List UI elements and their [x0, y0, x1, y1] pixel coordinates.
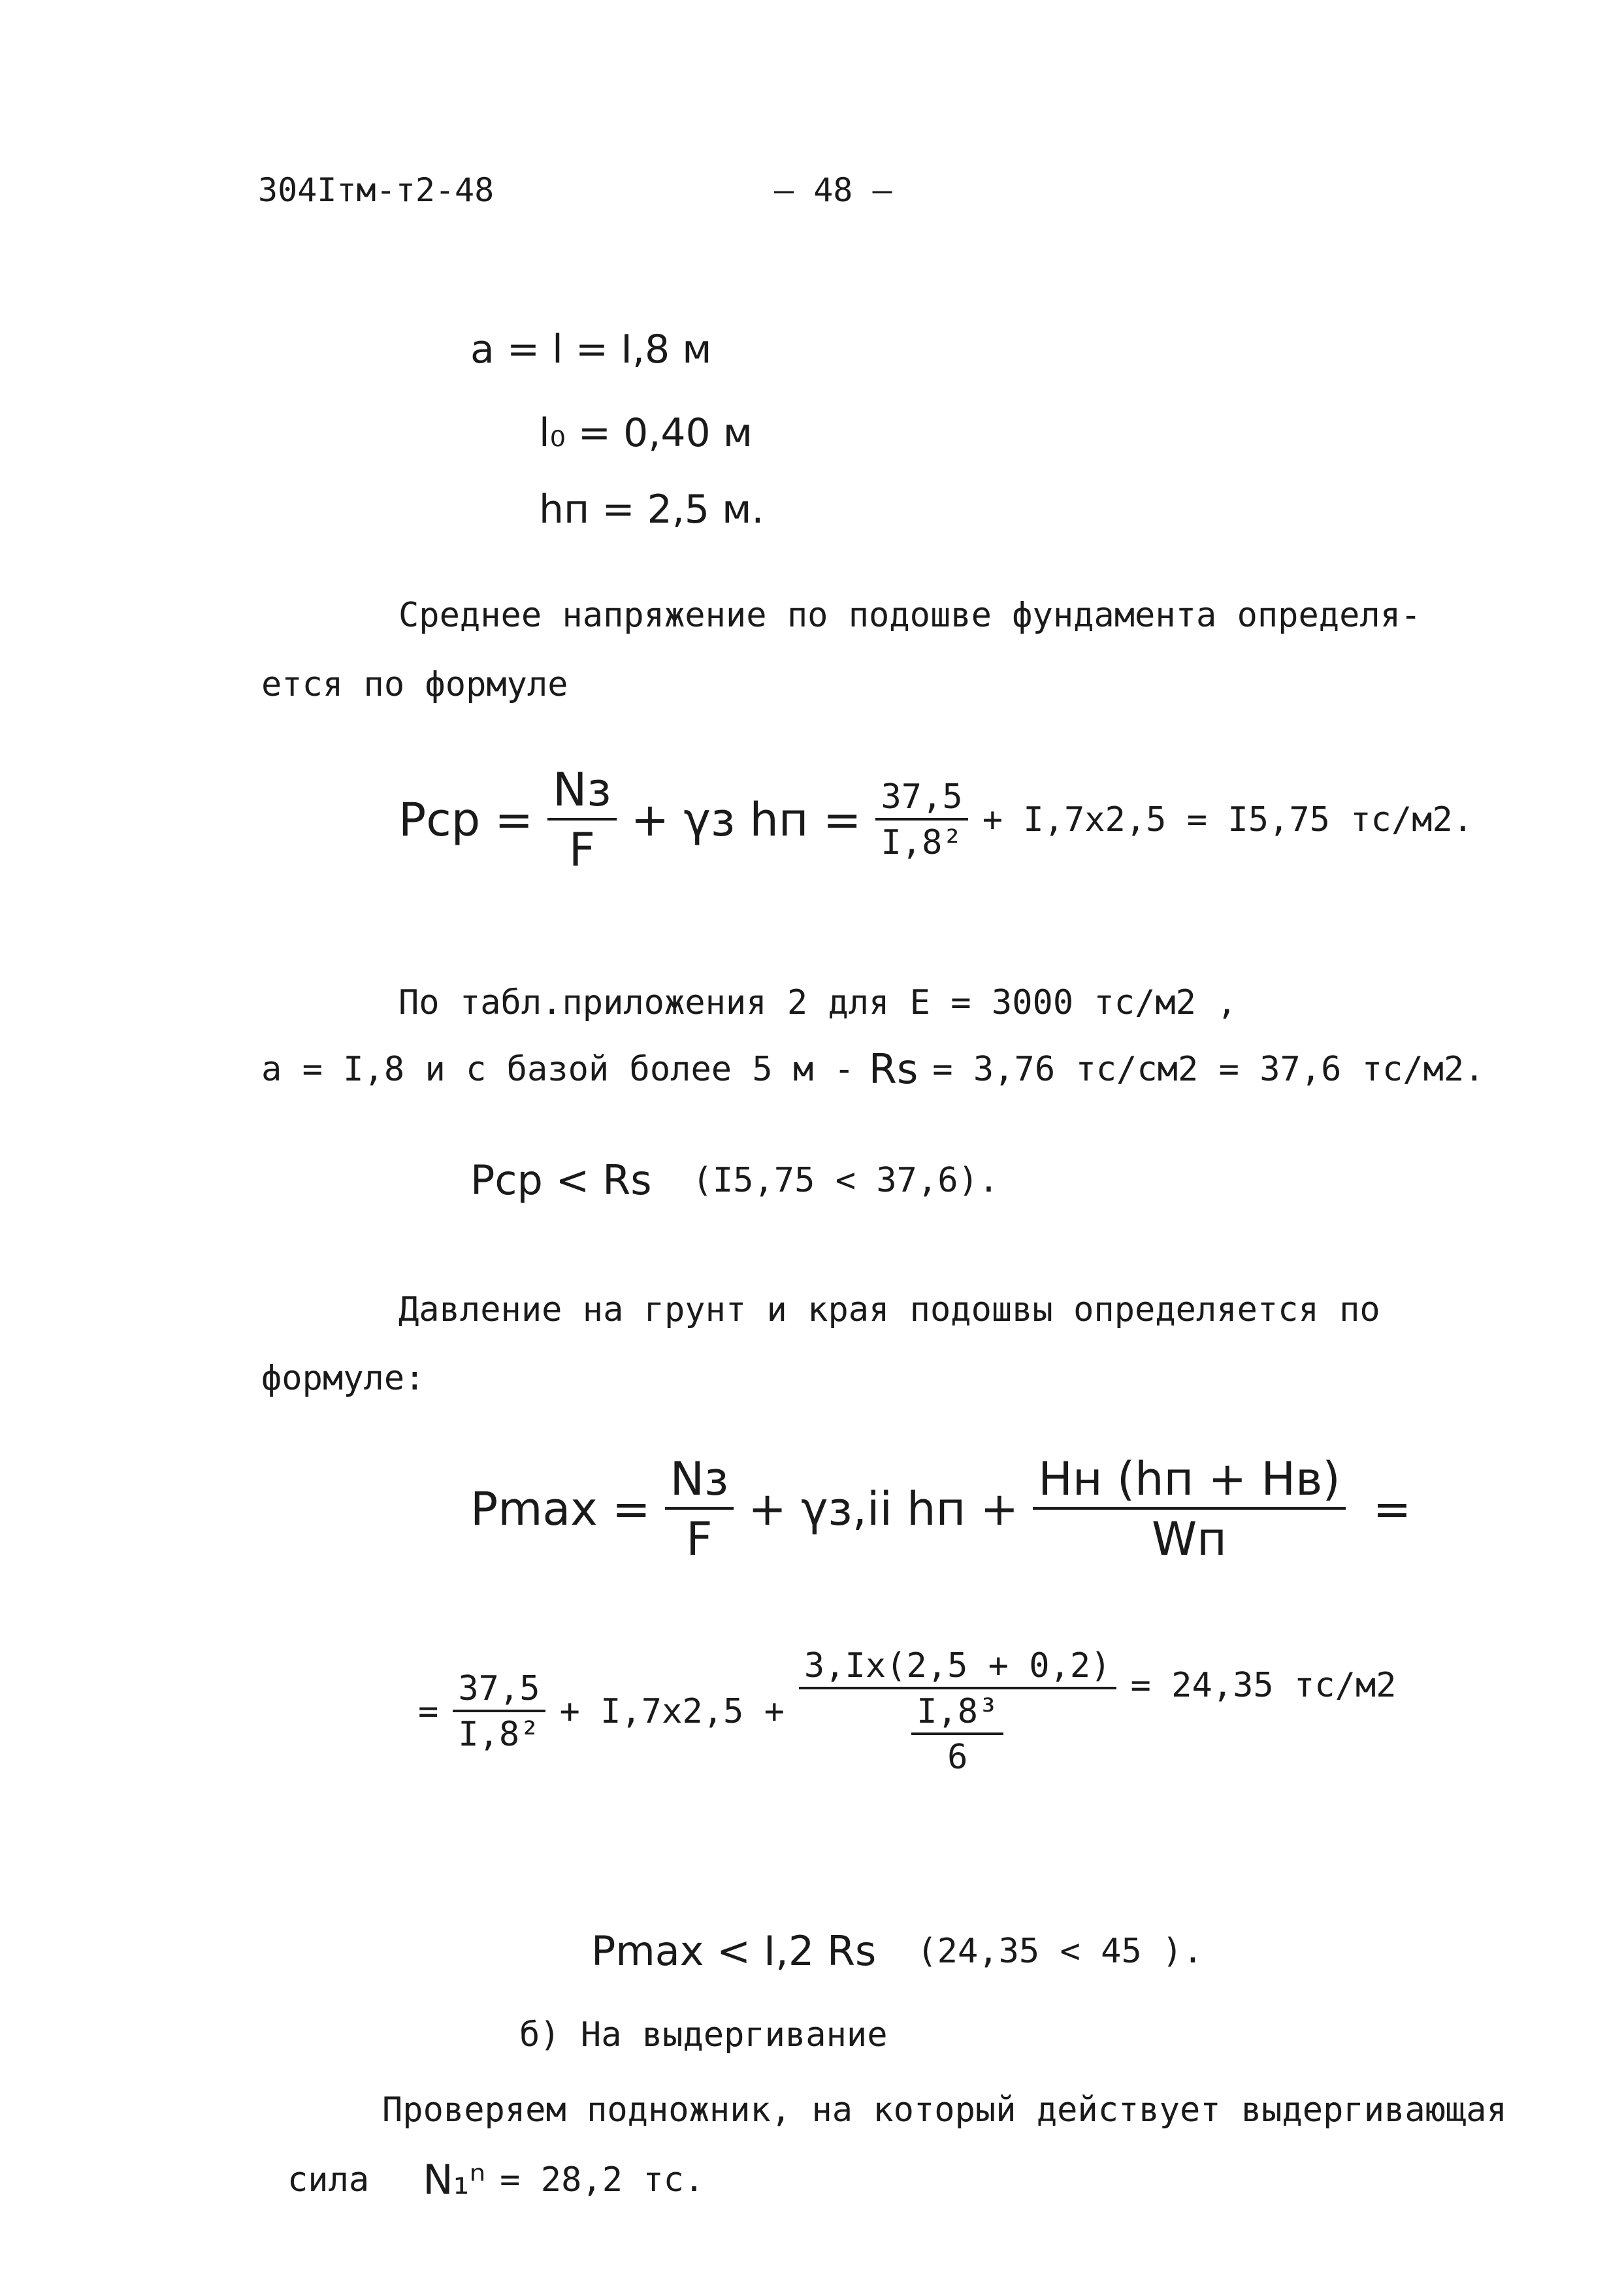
given-line-1: a = l = I,8 м: [470, 327, 712, 372]
eq1-numeric-numerator: 37,5: [875, 777, 967, 821]
eq1-fraction-numerator: Nз: [547, 763, 617, 821]
eq3-fraction-1-numerator: 37,5: [453, 1669, 545, 1712]
eq2-fraction-1-numerator: Nз: [665, 1452, 734, 1510]
rs-symbol: Rs: [868, 1045, 918, 1093]
comparison-1-formula: Pср < Rs: [470, 1156, 652, 1204]
paragraph-4-text-a: сила: [287, 2160, 370, 2200]
eq2-fraction-1-denominator: F: [686, 1512, 713, 1566]
paragraph-2-text-a: a = I,8 и с базой более 5 м -: [261, 1049, 854, 1089]
equation-mean-pressure: [398, 758, 1473, 882]
paragraph-4-line-1: Проверяем подножник, на который действует выдергивающая: [382, 2090, 1507, 2130]
eq2-rhs: =: [1372, 1482, 1412, 1536]
paragraph-4-text-b: = 28,2 тс.: [500, 2160, 705, 2200]
paragraph-2-text-b: = 3,76 тс/см2 = 37,6 тс/м2.: [932, 1049, 1485, 1089]
given-line-3: hп = 2,5 м.: [539, 487, 764, 532]
eq2-lhs: Pmax =: [470, 1482, 651, 1536]
n1-symbol: N₁ⁿ: [423, 2156, 486, 2204]
paragraph-1-line-1: Среднее напряжение по подошве фундамента определя-: [398, 596, 1421, 635]
paragraph-1-line-2: ется по формуле: [261, 665, 568, 704]
eq1-fraction: [547, 763, 617, 877]
eq3-fraction-2-numerator: 3,Ix(2,5 + 0,2): [799, 1646, 1116, 1689]
eq3-fraction-2: [799, 1646, 1116, 1777]
comparison-2: [591, 1927, 1203, 1975]
section-b-heading: б) На выдергивание: [519, 2015, 888, 2055]
eq3-equals: =: [418, 1692, 439, 1731]
eq1-term-2: + γз hп =: [630, 793, 862, 847]
equation-max-pressure: [470, 1444, 1411, 1574]
eq2-fraction-2-denominator: Wп: [1151, 1512, 1227, 1566]
paragraph-2-line-2: [261, 1045, 1485, 1093]
eq1-lhs: Pср =: [398, 793, 534, 847]
comparison-2-formula: Pmax < I,2 Rs: [591, 1927, 877, 1975]
paragraph-3-line-2: формуле:: [261, 1359, 425, 1398]
eq3-fraction-1: [453, 1669, 545, 1754]
eq2-term-2: + γз,ii hп +: [748, 1482, 1019, 1536]
paragraph-2-line-1: По табл.приложения 2 для E = 3000 тс/м2 ,: [398, 983, 1237, 1022]
paragraph-3-line-1: Давление на грунт и края подошвы определяется по: [398, 1290, 1380, 1329]
comparison-1: [470, 1156, 999, 1204]
eq2-fraction-1: [665, 1452, 734, 1566]
eq3-nested-numerator: I,8³: [911, 1692, 1003, 1735]
eq1-result: + I,7x2,5 = I5,75 тс/м2.: [982, 800, 1474, 839]
eq2-fraction-2-numerator: Hн (hп + Hв): [1033, 1452, 1345, 1510]
eq3-nested-denominator: 6: [947, 1738, 968, 1777]
eq2-fraction-2: [1033, 1452, 1345, 1566]
equation-max-pressure-numeric: [418, 1646, 1397, 1777]
eq3-middle-term: + I,7x2,5 +: [559, 1692, 785, 1731]
paragraph-4-line-2: [287, 2156, 704, 2204]
eq3-fraction-2-denominator: [906, 1689, 1009, 1777]
eq1-fraction-denominator: F: [568, 823, 595, 877]
eq3-fraction-1-denominator: I,8²: [458, 1715, 540, 1754]
page-number: – 48 –: [774, 171, 892, 209]
comparison-2-values: (24,35 < 45 ).: [917, 1931, 1203, 1971]
document-code: 304Iтм-т2-48: [258, 171, 495, 209]
eq1-numeric-denominator: I,8²: [881, 823, 963, 862]
eq3-result: = 24,35 тс/м2: [1130, 1666, 1397, 1705]
comparison-1-values: (I5,75 < 37,6).: [692, 1160, 999, 1200]
given-line-2: l₀ = 0,40 м: [539, 410, 753, 456]
eq1-numeric-fraction: [875, 777, 967, 862]
